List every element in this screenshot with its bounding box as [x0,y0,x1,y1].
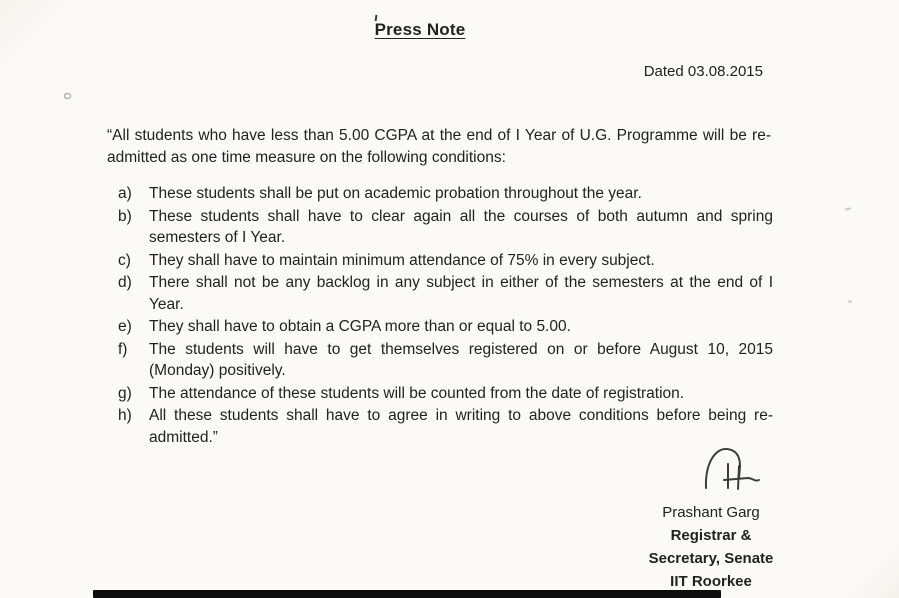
condition-text: The students will have to get themselves registered on or before August 10, 2015 (Monday) positively. [149,340,773,379]
condition-label: f) [118,340,128,358]
handwritten-signature-icon [701,444,765,492]
condition-label: h) [118,407,132,424]
condition-item [118,383,773,405]
condition-text: These students shall be put on academic probation throughout the year. [149,185,642,202]
condition-item [118,250,773,272]
condition-text: The attendance of these students will be counted from the date of registration. [149,384,685,402]
condition-item [118,405,773,448]
signatory-title-line: IIT Roorkee [670,573,752,590]
condition-label: d) [118,274,132,291]
condition-item [118,339,773,382]
document-title: Press Note [374,20,466,39]
intro-paragraph: “All students who have less than 5.00 CGPA at the end of I Year of U.G. Programme will be re-admitted as one time measure on the following conditions: [107,127,771,166]
condition-label: b) [118,207,132,225]
signatory-name: Prashant Garg [662,504,760,521]
condition-label: e) [118,318,132,335]
condition-item [118,183,773,205]
condition-item [118,316,773,338]
scan-speckle [64,93,71,99]
condition-item [118,272,773,315]
condition-label: g) [118,384,132,402]
scan-artifact-bar [93,590,721,598]
condition-label: c) [118,251,131,269]
condition-text: There shall not be any backlog in any subject in either of the semesters at the end of I Year. [149,274,773,313]
scan-speckle [848,300,852,303]
condition-text: All these students shall have to agree in writing to above conditions before being re-admitted.” [149,407,773,446]
condition-text: They shall have to maintain minimum attendance of 75% in every subject. [149,251,655,269]
signatory-title-line: Secretary, Senate [648,550,774,567]
condition-text: They shall have to obtain a CGPA more than or equal to 5.00. [149,318,571,335]
condition-label: a) [118,185,132,202]
condition-text: These students shall have to clear again all the courses of both autumn and spring semesters of I Year. [149,207,773,246]
signatory-title-line: Registrar & [670,527,752,544]
condition-item [118,206,773,249]
scan-speckle [845,207,851,210]
signature-block [618,444,804,593]
conditions-list [118,183,773,449]
date-line: Dated 03.08.2015 [643,63,763,80]
